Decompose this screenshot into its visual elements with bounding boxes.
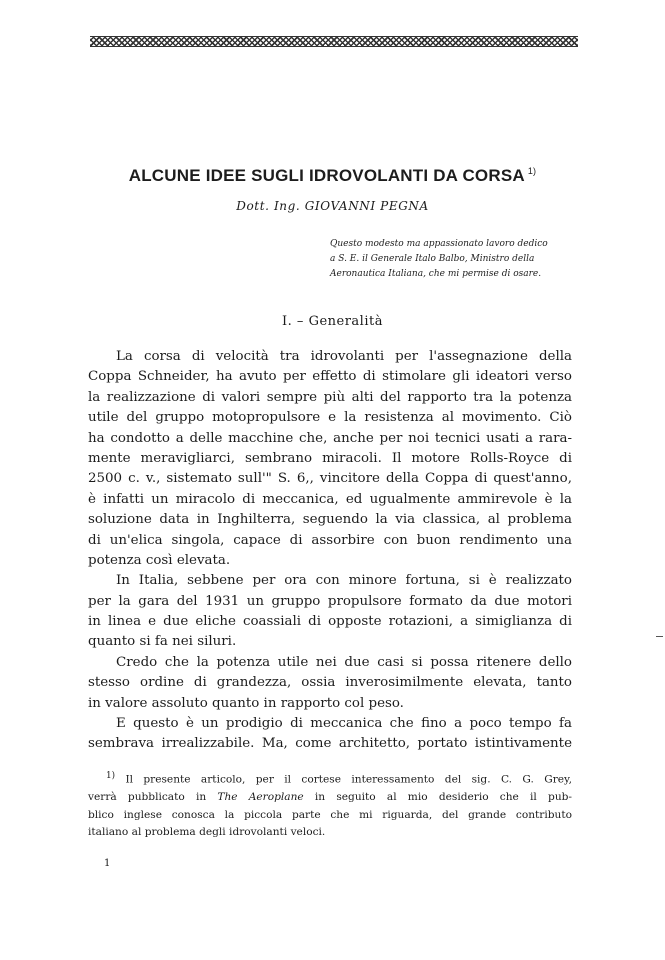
- publication-title: The Aeroplane: [217, 791, 304, 804]
- dedication-block: [330, 237, 580, 282]
- body-line: stesso ordine di grandezza, ossia inverosimilmente elevata, tanto: [88, 675, 572, 691]
- body-line: è infatti un miracolo di meccanica, ed ugualmente ammirevole è la: [88, 491, 572, 507]
- footnote-text: in seguito al mio desiderio che il pub-: [303, 791, 572, 804]
- footnote: [88, 768, 572, 842]
- section-heading: I. – Generalità: [282, 314, 383, 329]
- body-line: in valore assoluto quanto in rapporto col peso.: [88, 695, 404, 711]
- body-line: In Italia, sebbene per ora con minore fortuna, si è realizzato: [116, 573, 572, 589]
- author-line: Dott. Ing. GIOVANNI PEGNA: [236, 199, 429, 213]
- body-line: ha condotto a delle macchine che, anche per noi tecnici usati a rara-: [88, 430, 572, 446]
- footnote-line: [88, 768, 572, 789]
- footnote-text: verrà pubblicato in: [88, 791, 218, 804]
- body-line: E questo è un prodigio di meccanica che fino a poco tempo fa: [116, 716, 572, 732]
- footnote-text: Il presente articolo, per il cortese interessamento del sig. C. G. Grey,: [125, 773, 572, 786]
- body-line: La corsa di velocità tra idrovolanti per l'assegnazione della: [116, 349, 572, 364]
- footnote-line: italiano al problema degli idrovolanti veloci.: [88, 826, 326, 839]
- dedication-line: Questo modesto ma appassionato lavoro dedico: [330, 239, 548, 249]
- dedication-line: a S. E. il Generale Italo Balbo, Ministro della: [330, 254, 535, 264]
- body-line: mente meravigliarci, sembrano miracoli. Il motore Rolls-Royce di: [88, 450, 572, 466]
- body-line: utile del gruppo motopropulsore e la resistenza al movimento. Ciò: [88, 410, 572, 426]
- body-line: sembrava irrealizzabile. Ma, come architetto, portato istintivamente: [88, 736, 572, 752]
- footnote-line: [88, 789, 572, 807]
- footnote-line: blico inglese conosca la piccola parte che mi riguarda, del grande contributo: [88, 808, 572, 821]
- page-number: 1: [104, 858, 111, 869]
- body-text: [88, 347, 572, 755]
- dedication-line: Aeronautica Italiana, che mi permise di osare.: [330, 269, 542, 279]
- body-line: soluzione data in Inghilterra, seguendo la via classica, al problema: [88, 512, 572, 528]
- body-line: in linea e due eliche coassiali di opposte rotazioni, a simiglianza di: [88, 614, 572, 630]
- body-line: per la gara del 1931 un gruppo propulsore formato da due motori: [88, 593, 572, 609]
- body-line: 2500 c. v., sistemato sull'" S. 6,, vincitore della Coppa di quest'anno,: [88, 471, 572, 487]
- article-title: [0, 166, 665, 186]
- margin-mark: [656, 636, 663, 637]
- body-line: potenza così elevata.: [88, 552, 231, 568]
- body-line: quanto si fa nei siluri.: [88, 634, 237, 650]
- body-line: Credo che la potenza utile nei due casi si possa ritenere dello: [116, 654, 572, 670]
- article-title-text: ALCUNE IDEE SUGLI IDROVOLANTI DA CORSA: [128, 166, 525, 185]
- body-line: di un'elica singola, capace di assorbire con buon rendimento una: [88, 532, 572, 548]
- header-ornament-band: [90, 36, 578, 47]
- footnote-mark: 1): [106, 771, 116, 781]
- body-line: Coppa Schneider, ha avuto per effetto di stimolare gli ideatori verso: [88, 369, 572, 385]
- title-footnote-mark: 1): [527, 166, 537, 177]
- body-line: la realizzazione di valori sempre più alti del rapporto tra la potenza: [88, 389, 572, 405]
